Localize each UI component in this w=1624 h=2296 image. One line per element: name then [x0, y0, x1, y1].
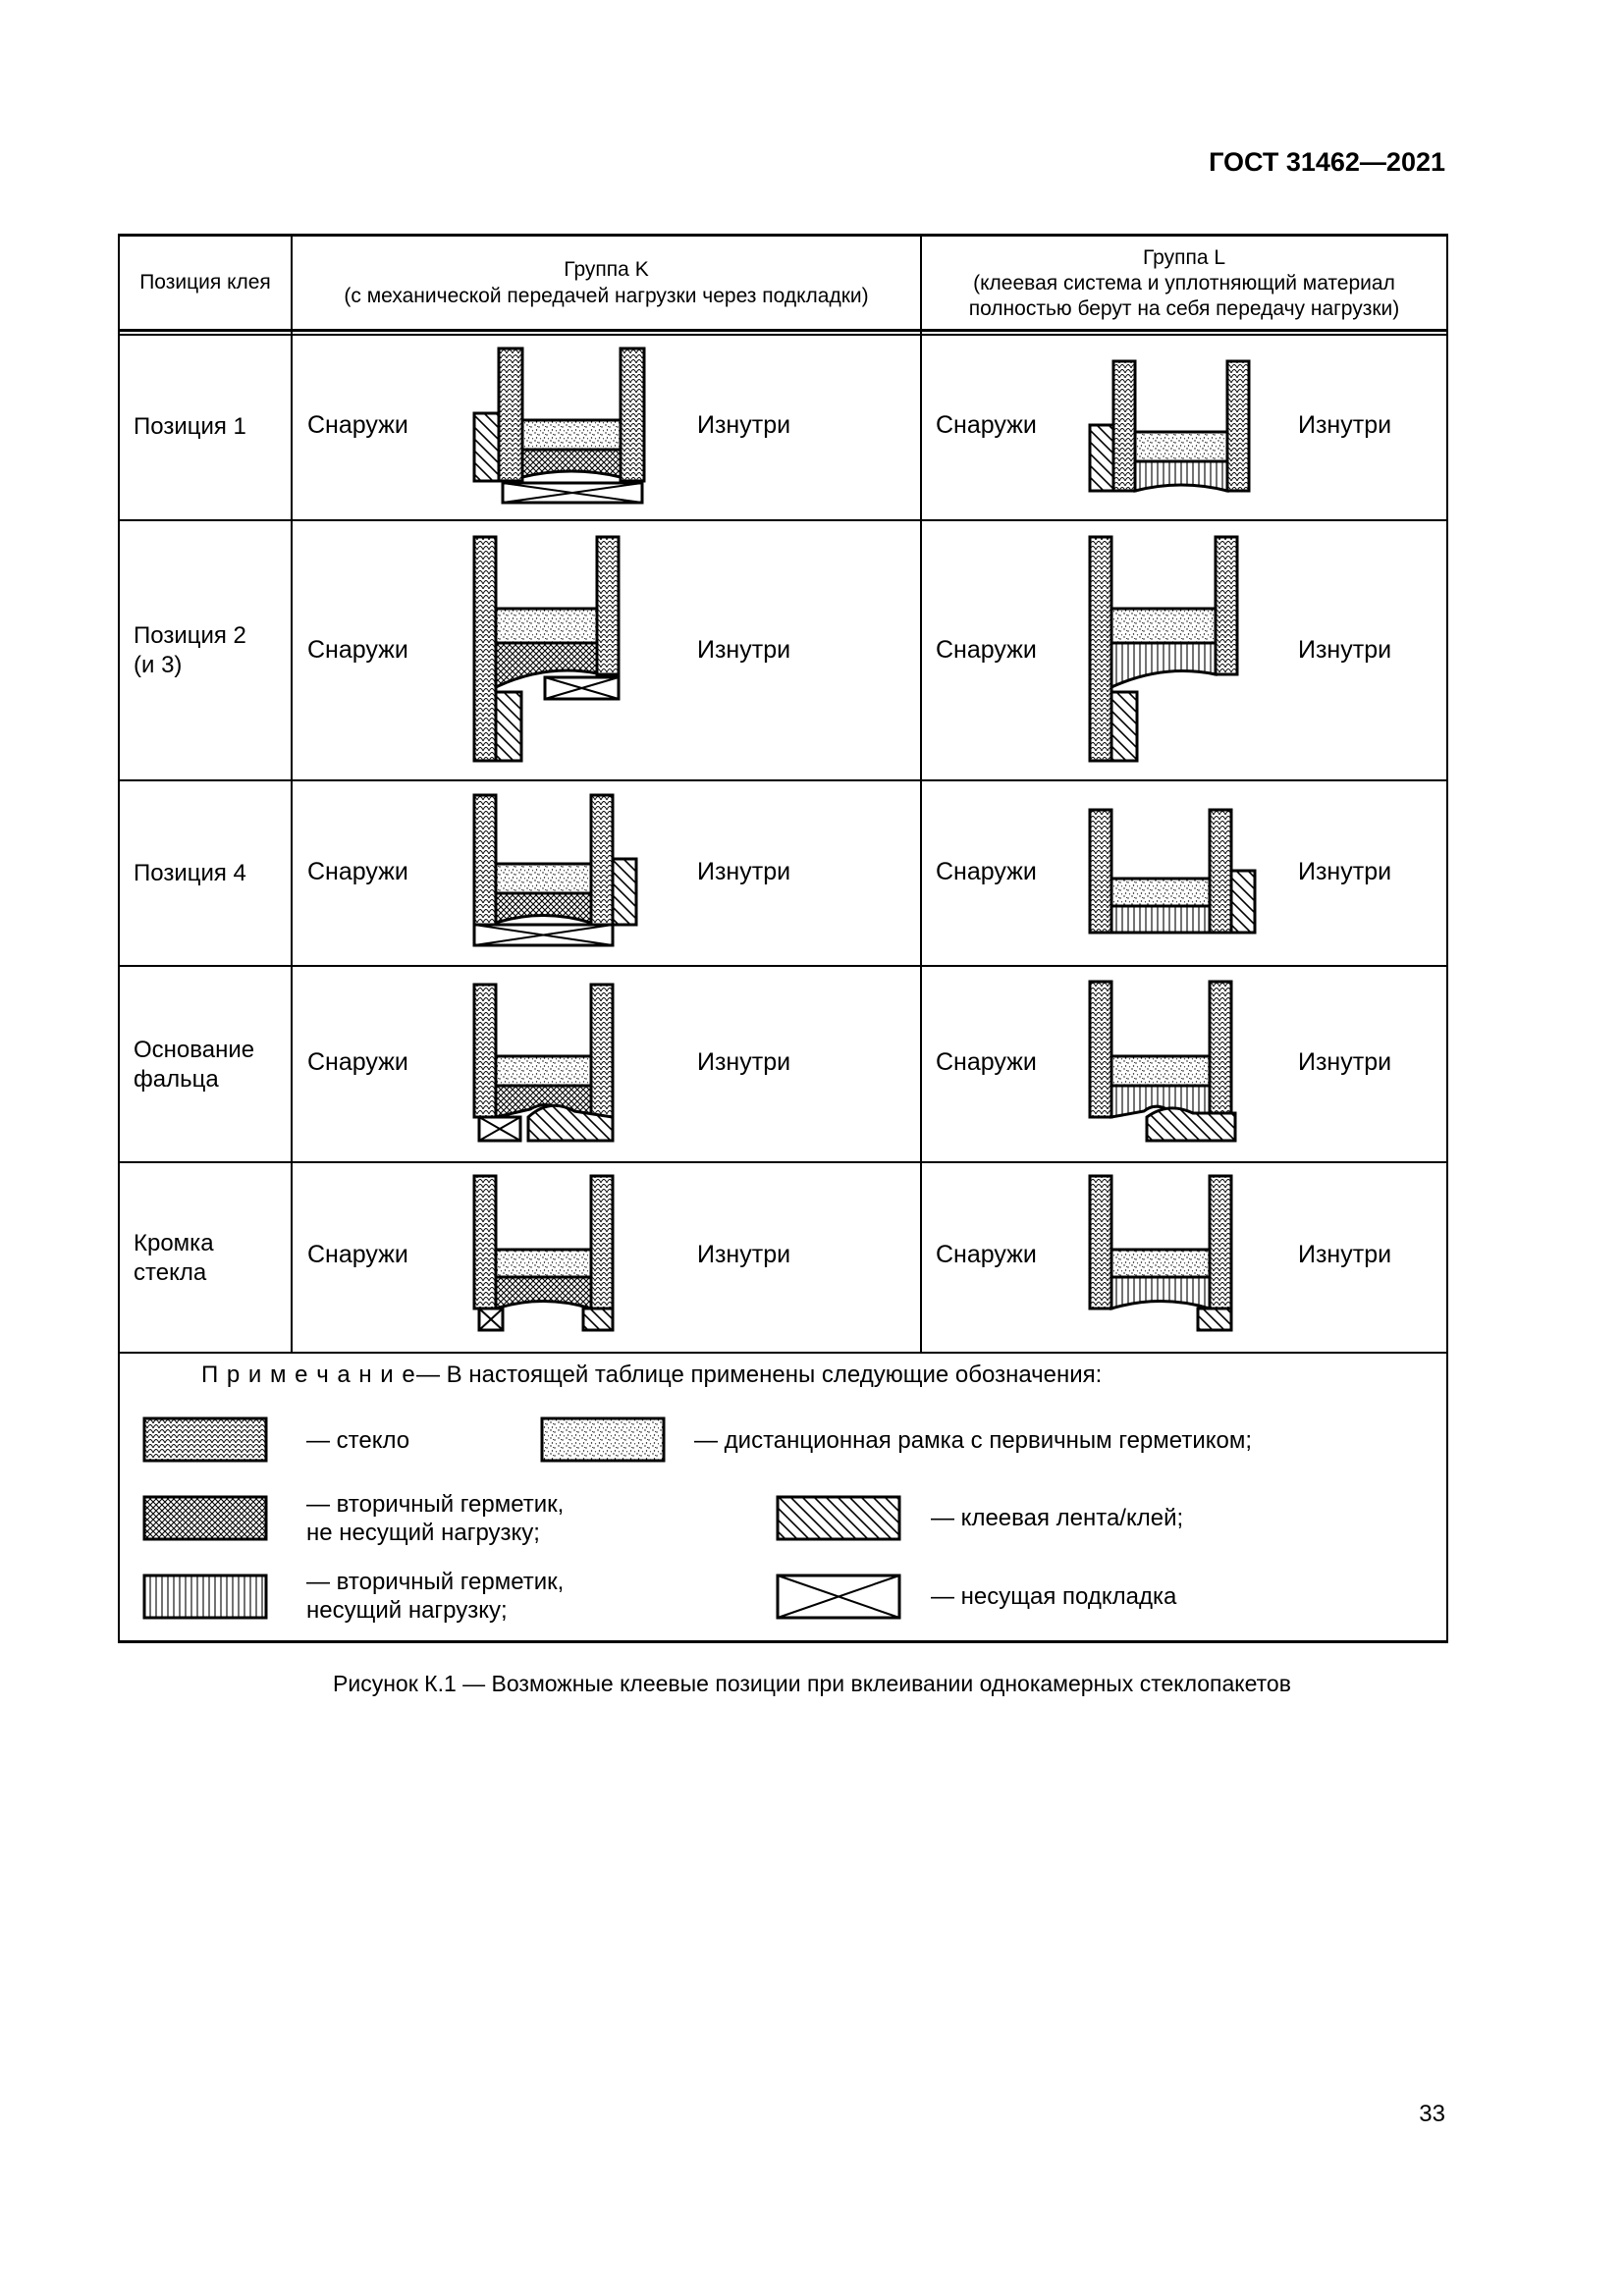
legend-spacer: — дистанционная рамка с первичным герметиком;	[694, 1427, 1253, 1454]
inside-label: Изнутри	[697, 636, 791, 664]
legend-secondary-load-2: несущий нагрузку;	[306, 1597, 508, 1624]
outside-label: Снаружи	[307, 411, 408, 439]
row-label: Позиция 2	[134, 622, 246, 649]
diagram-row3-group-k	[474, 795, 636, 945]
legend-glass: — стекло	[306, 1427, 410, 1454]
header-group-k-desc: (с механической передачей нагрузки через подкладки)	[344, 285, 869, 307]
page-number: 33	[1419, 2101, 1445, 2127]
outside-label: Снаружи	[936, 1048, 1037, 1076]
row-label: (и 3)	[134, 652, 183, 678]
inside-label: Изнутри	[697, 858, 791, 885]
header-group-l-title: Группа L	[1142, 246, 1226, 269]
figure-caption: Рисунок К.1 — Возможные клеевые позиции при вклеивании однокамерных стеклопакетов	[333, 1671, 1291, 1696]
legend-secondary-load-1: — вторичный герметик,	[306, 1569, 565, 1595]
legend-secondary-nonload-1: — вторичный герметик,	[306, 1491, 565, 1518]
header-group-l-desc-2: полностью берут на себя передачу нагрузки)	[968, 297, 1400, 320]
legend-setting-block: — несущая подкладка	[931, 1583, 1177, 1610]
note-heading: П р и м е ч а н и е	[201, 1362, 416, 1388]
outside-label: Снаружи	[936, 411, 1037, 439]
inside-label: Изнутри	[1298, 1241, 1392, 1268]
outside-label: Снаружи	[307, 1241, 408, 1268]
diagram-row4-group-k	[474, 985, 613, 1141]
note-intro: — В настоящей таблице применены следующие обозначения:	[416, 1362, 1103, 1388]
diagram-row5-group-l	[1090, 1176, 1231, 1330]
inside-label: Изнутри	[697, 411, 791, 439]
header-group-l-desc-1: (клеевая система и уплотняющий материал	[973, 272, 1395, 294]
inside-label: Изнутри	[1298, 411, 1392, 439]
outside-label: Снаружи	[936, 1241, 1037, 1268]
outside-label: Снаружи	[936, 636, 1037, 664]
diagram-row2-group-k	[474, 537, 619, 761]
outside-label: Снаружи	[307, 1048, 408, 1076]
legend-secondary-nonload-2: не несущий нагрузку;	[306, 1520, 540, 1546]
outside-label: Снаружи	[307, 858, 408, 885]
inside-label: Изнутри	[1298, 636, 1392, 664]
inside-label: Изнутри	[697, 1241, 791, 1268]
inside-label: Изнутри	[697, 1048, 791, 1076]
legend-tape: — клеевая лента/клей;	[931, 1505, 1184, 1531]
diagram-row5-group-k	[474, 1176, 613, 1330]
outside-label: Снаружи	[307, 636, 408, 664]
row-label: Основание	[134, 1037, 255, 1063]
diagram-row2-group-l	[1090, 537, 1237, 761]
header-position: Позиция клея	[139, 271, 271, 294]
row-label: фальца	[134, 1066, 219, 1093]
standard-code: ГОСТ 31462—2021	[1209, 147, 1445, 177]
inside-label: Изнутри	[1298, 1048, 1392, 1076]
diagram-row1-group-k	[474, 348, 644, 503]
inside-label: Изнутри	[1298, 858, 1392, 885]
row-label: Позиция 1	[134, 413, 246, 440]
row-label: Кромка	[134, 1230, 214, 1256]
diagram-row4-group-l	[1090, 982, 1235, 1141]
diagram-row3-group-l	[1090, 810, 1255, 933]
outside-label: Снаружи	[936, 858, 1037, 885]
row-label: Позиция 4	[134, 860, 246, 886]
header-group-k-title: Группа K	[564, 258, 649, 281]
row-label: стекла	[134, 1259, 207, 1286]
diagram-row1-group-l	[1090, 361, 1249, 491]
